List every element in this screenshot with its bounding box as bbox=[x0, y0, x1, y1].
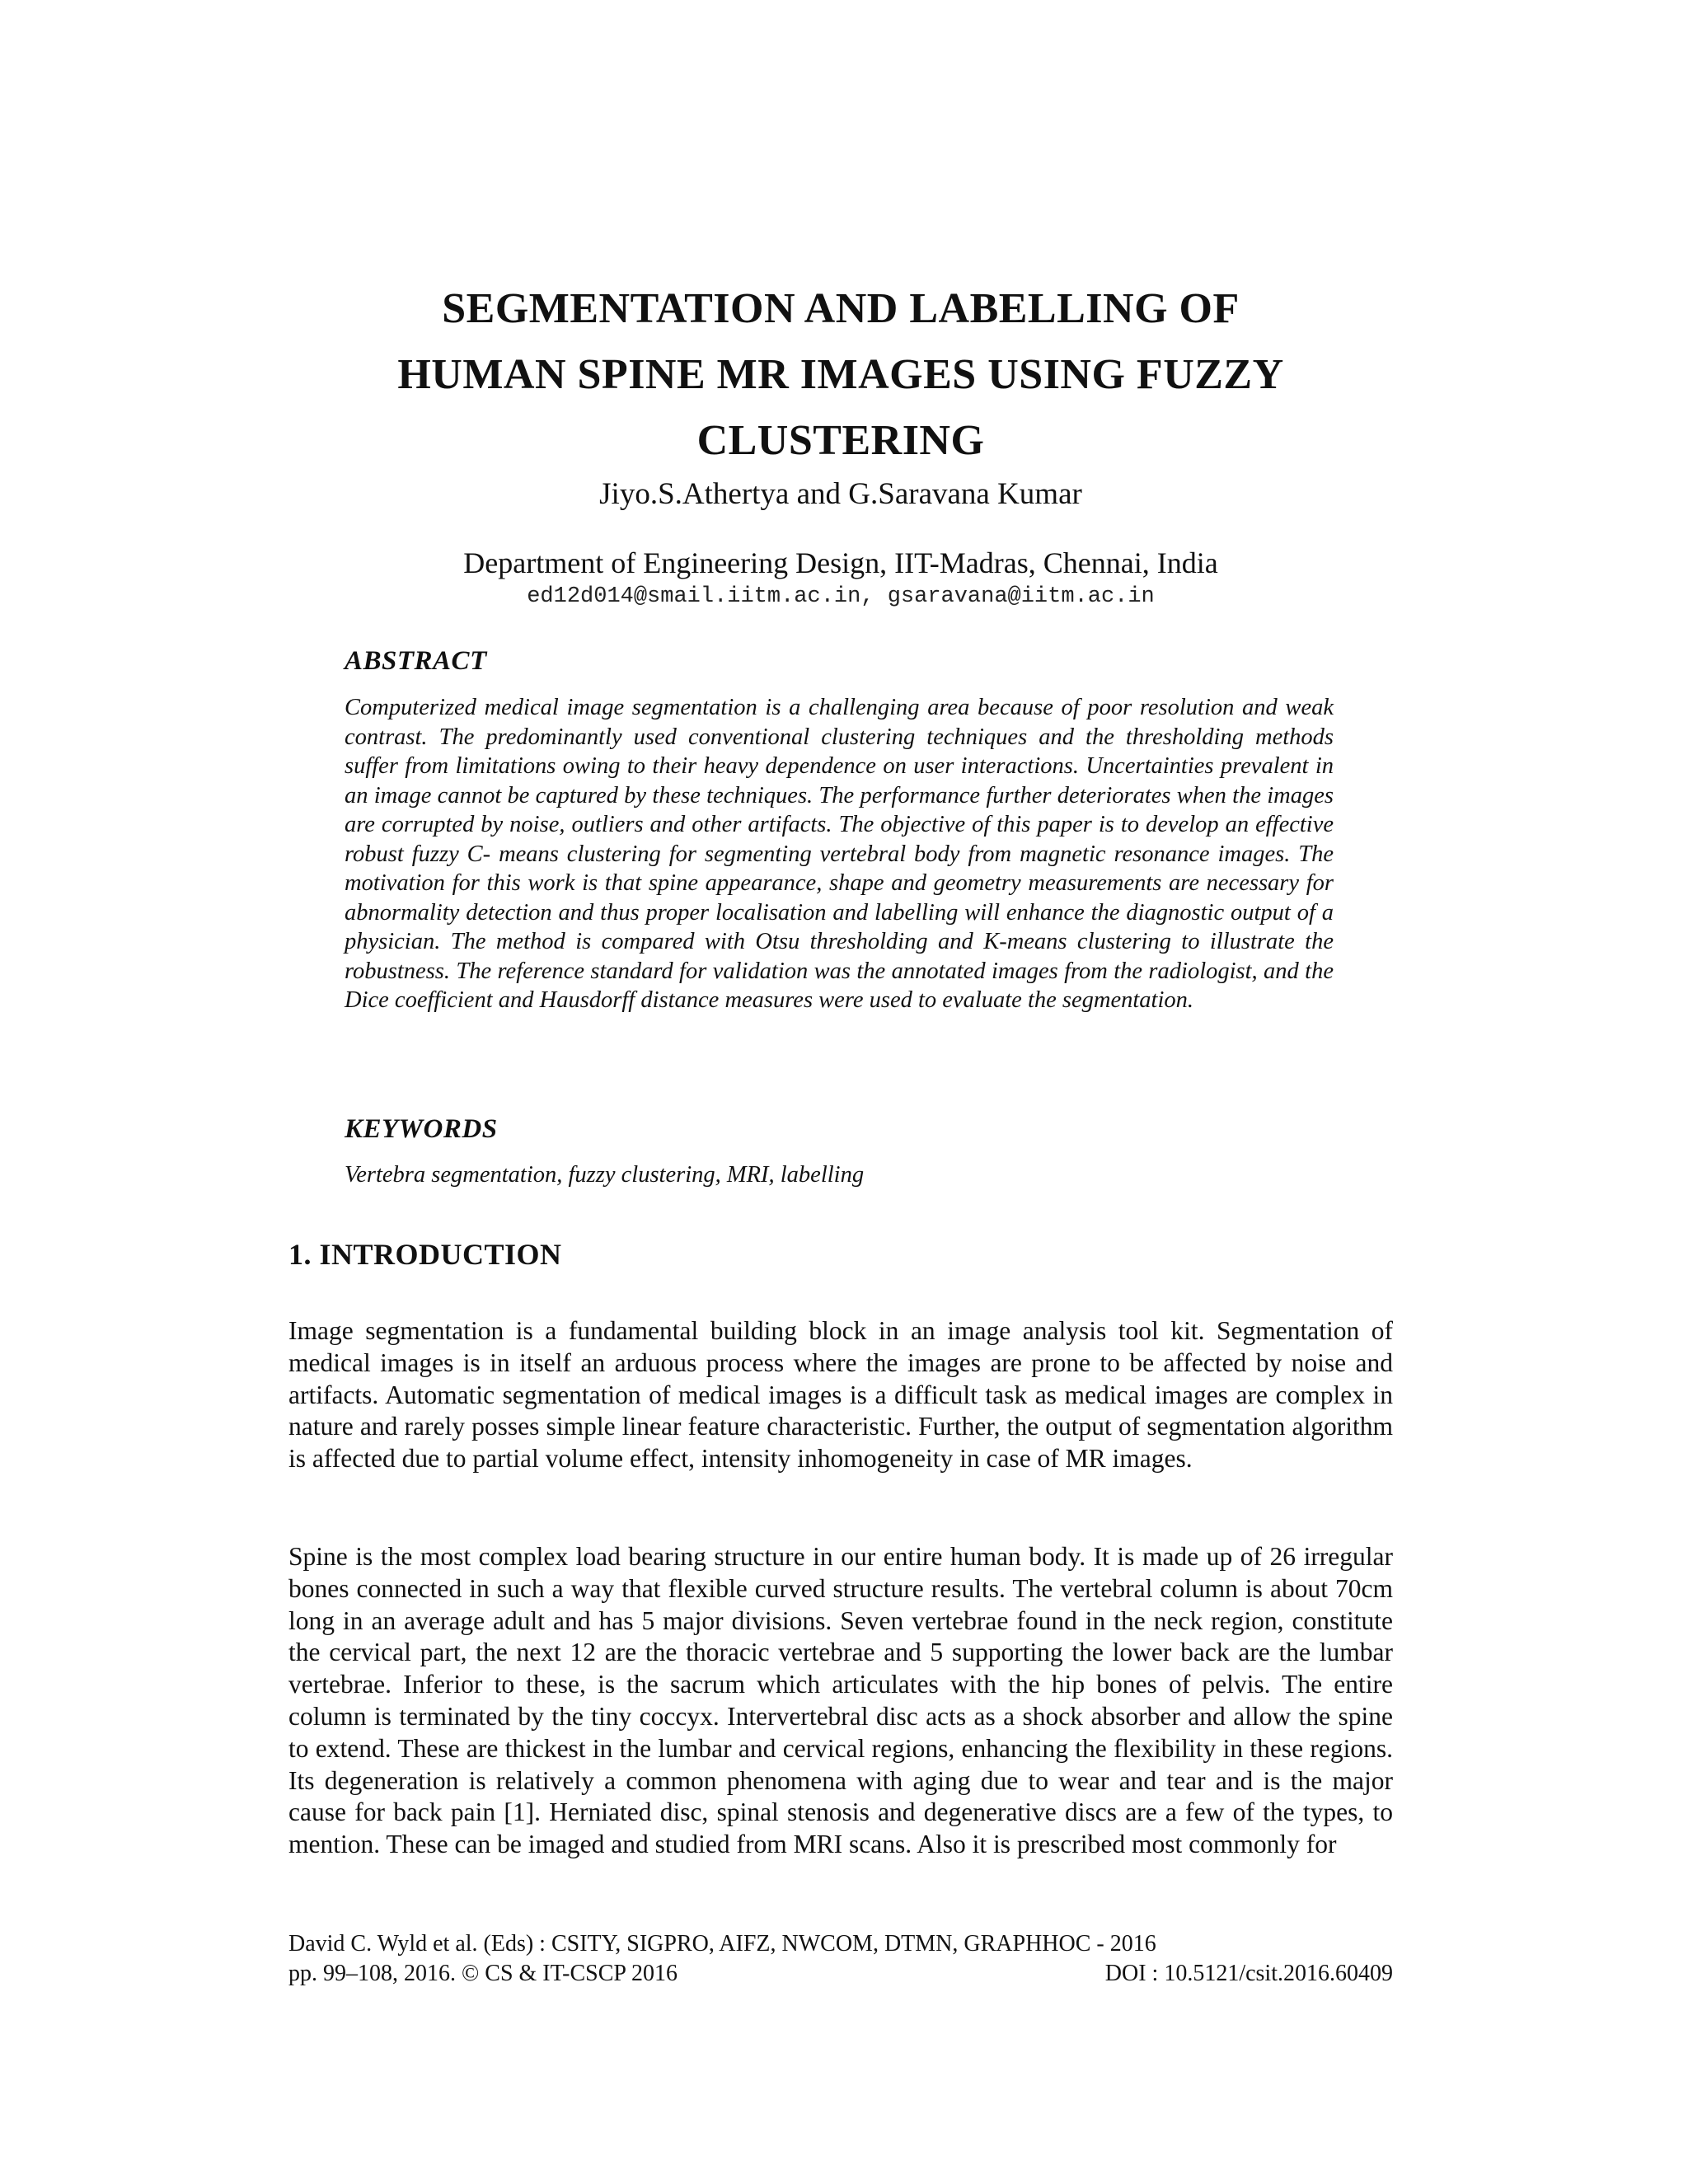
author-emails: ed12d014@smail.iitm.ac.in, gsaravana@iitm.ac.in bbox=[527, 584, 1155, 609]
authors: Jiyo.S.Athertya and G.Saravana Kumar bbox=[599, 477, 1082, 511]
title-line-2: HUMAN SPINE MR IMAGES USING FUZZY bbox=[397, 351, 1284, 398]
footer-pages: pp. 99–108, 2016. © CS & IT-CSCP 2016 bbox=[288, 1961, 678, 1986]
footer-proceedings: David C. Wyld et al. (Eds) : CSITY, SIGPRO, AIFZ, NWCOM, DTMN, GRAPHHOC - 2016 bbox=[288, 1931, 1156, 1957]
paper-title bbox=[247, 276, 1434, 474]
abstract-heading: ABSTRACT bbox=[345, 646, 487, 676]
affiliation: Department of Engineering Design, IIT-Madras, Chennai, India bbox=[463, 546, 1218, 579]
footer-doi: DOI : 10.5121/csit.2016.60409 bbox=[1104, 1961, 1393, 1986]
abstract-text: Computerized medical image segmentation is a challenging area because of poor resolution and weak contrast. The predominantly used conventional clustering techniques and the thresholding methods suffer from limitations owing to their heavy dependence on user interactions. Uncertainties prevalent in an image cannot be captured by these techniques. The performance further deteriorates when the images are corrupted by noise, outliers and other artifacts. The objective of this paper is to develop an effective robust fuzzy C- means clustering for segmenting vertebral body from magnetic resonance images. The motivation for this work is that spine appearance, shape and geometry measurements are necessary for abnormality detection and thus proper localisation and labelling will enhance the diagnostic output of a physician. The method is compared with Otsu thresholding and K-means clustering to illustrate the robustness. The reference standard for validation was the annotated images from the radiologist, and the Dice coefficient and Hausdorff distance measures were used to evaluate the segmentation. bbox=[345, 695, 1334, 1013]
title-line-3: CLUSTERING bbox=[696, 417, 985, 464]
introduction-heading: 1. INTRODUCTION bbox=[288, 1238, 562, 1271]
title-line-1: SEGMENTATION AND LABELLING OF bbox=[442, 285, 1240, 332]
footer-citation bbox=[288, 1960, 1393, 1988]
keywords-heading: KEYWORDS bbox=[345, 1114, 498, 1144]
intro-paragraph-1: Image segmentation is a fundamental building block in an image analysis tool kit. Segmentation of medical images is in itself an arduous process where the images are prone to be affected by noise and artifacts. Automatic segmentation of medical images is a difficult task as medical images are complex in nature and rarely posses simple linear feature characteristic. Further, the output of segmentation algorithm is affected due to partial volume effect, intensity inhomogeneity in case of MR images. bbox=[288, 1316, 1393, 1474]
intro-paragraph-2: Spine is the most complex load bearing structure in our entire human body. It is made up of 26 irregular bones connected in such a way that flexible curved structure results. The vertebral column is about 70cm long in an average adult and has 5 major divisions. Seven vertebrae found in the neck region, constitute the cervical part, the next 12 are the thoracic vertebrae and 5 supporting the lower back are the lumbar vertebrae. Inferior to these, is the sacrum which articulates with the hip bones of pelvis. The entire column is terminated by the tiny coccyx. Intervertebral disc acts as a shock absorber and allow the spine to extend. These are thickest in the lumbar and cervical regions, enhancing the flexibility in these regions. Its degeneration is relatively a common phenomena with aging due to wear and tear and is the major cause for back pain [1]. Herniated disc, spinal stenosis and degenerative discs are a few of the types, to mention. These can be imaged and studied from MRI scans. Also it is prescribed most commonly for bbox=[288, 1542, 1393, 1859]
keywords-text: Vertebra segmentation, fuzzy clustering, MRI, labelling bbox=[345, 1162, 865, 1188]
